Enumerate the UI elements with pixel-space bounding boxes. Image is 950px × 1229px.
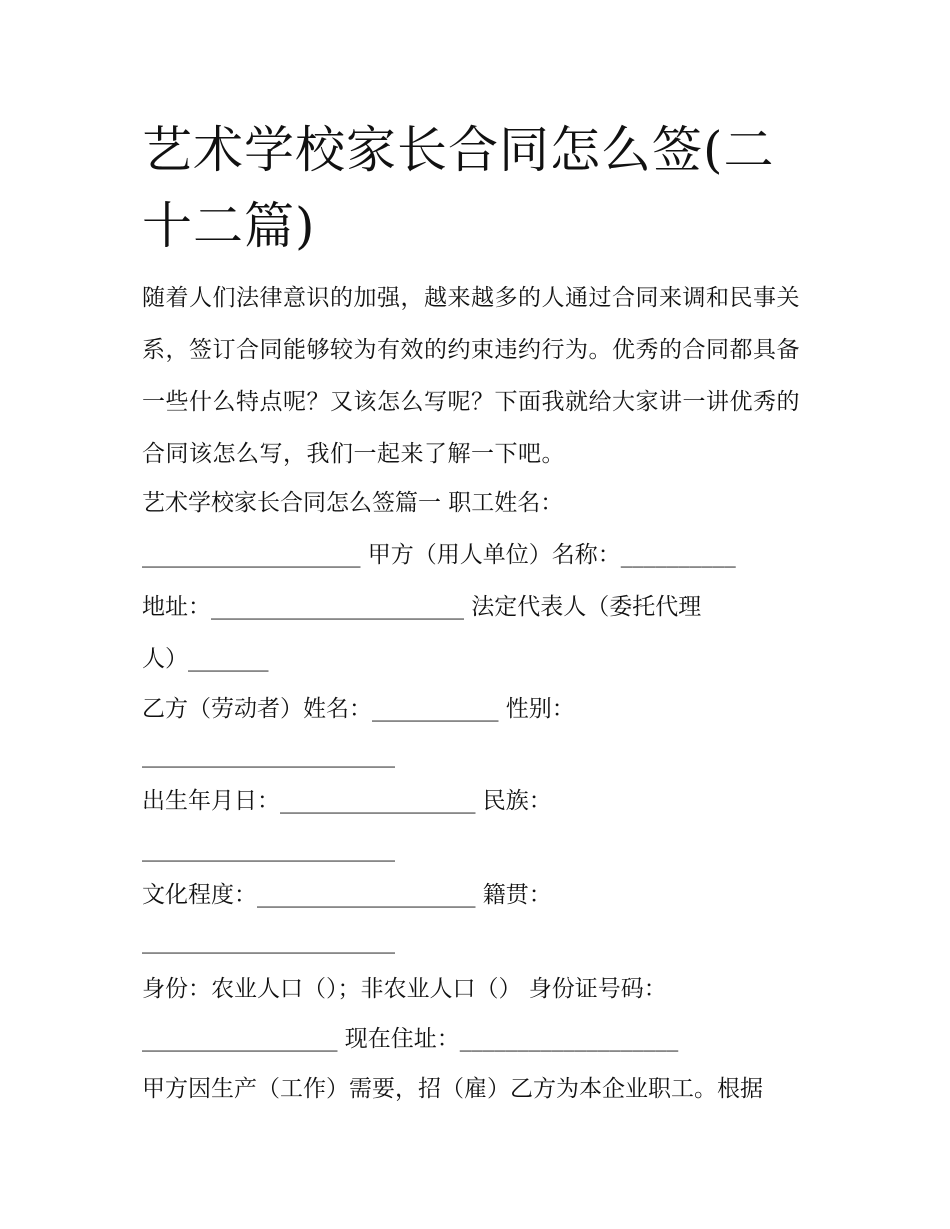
hometown-blank-line: ______________________ <box>142 928 395 954</box>
section-heading-line: 艺术学校家长合同怎么签篇一 职工姓名： <box>142 490 564 516</box>
identity-line: 身份：农业人口（）；非农业人口（） 身份证号码： <box>142 976 667 1002</box>
employer-name-line: ___________________ 甲方（用人单位）名称：__________ <box>142 542 736 568</box>
id-number-address-line: _________________ 现在住址：___________________ <box>142 1026 679 1052</box>
birthdate-line: 出生年月日：_________________ 民族： <box>142 788 552 814</box>
intro-paragraph: 随着人们法律意识的加强，越来越多的人通过合同来调和民事关系，签订合同能够较为有效的约束违约行为。优秀的合同都具备一些什么特点呢？又该怎么写呢？下面我就给大家讲一讲优秀的合同该怎么写，我们一起来了解一下吧。 <box>142 285 800 467</box>
gender-blank-line: ______________________ <box>142 742 395 768</box>
ethnicity-blank-line: ______________________ <box>142 836 395 862</box>
document-title: 艺术学校家长合同怎么签(二十二篇) <box>142 121 775 255</box>
education-line: 文化程度：___________________ 籍贯： <box>142 882 552 908</box>
contract-clause-line: 甲方因生产（工作）需要，招（雇）乙方为本企业职工。根据 <box>142 1076 763 1102</box>
representative-line: 人）_______ <box>142 646 269 672</box>
employee-name-line: 乙方（劳动者）姓名：___________ 性别： <box>142 696 575 722</box>
address-line: 地址：______________________ 法定代表人（委托代理 <box>142 594 702 620</box>
